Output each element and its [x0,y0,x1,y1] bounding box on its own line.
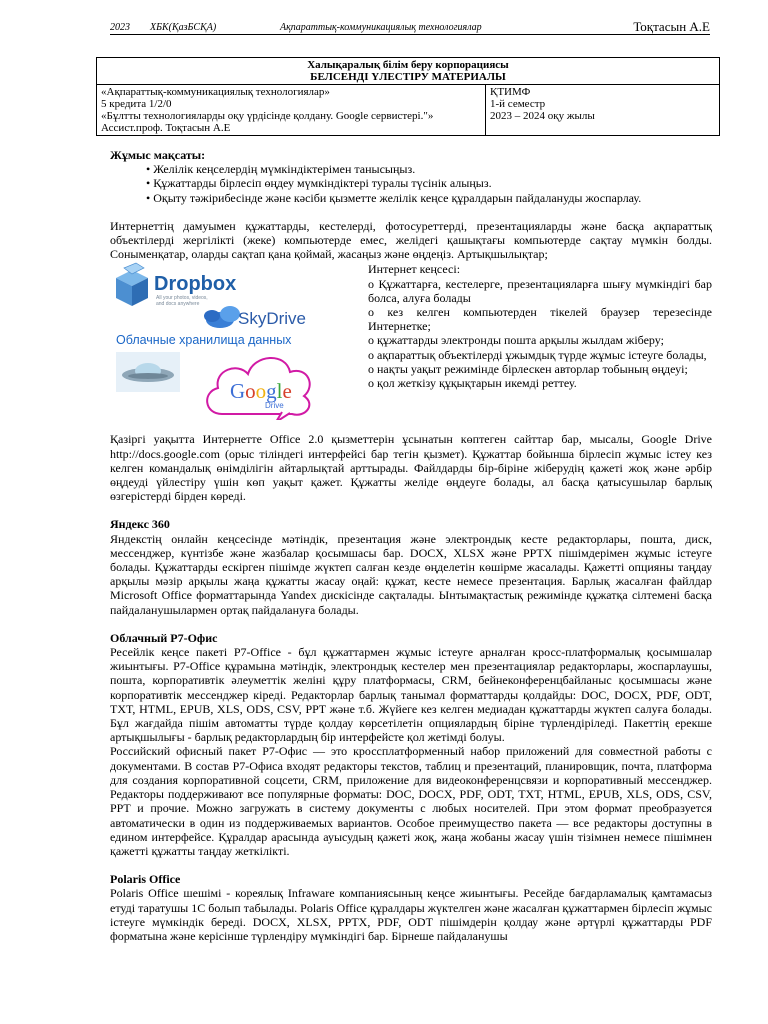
header-year: 2023 [110,22,130,33]
r7-paragraph-ru: Российский офисный пакет Р7-Офис — это кроссплатформенный набор приложений для совместной работы с документами. В состав Р7-Офиса входят редакторы текстов, таблиц и презентаций, планировщик, почта, платформа для создания корпоративной соцсети, CRM, приложение для видеоконференцсвязи и корпоративный мессенджер. Редакторы поддерживают все популярные форматы: DOC, DOCX, PDF, ODT, TXT, HTML, EPUB, XLS, ODS, CSV, PPT и прочие. Можно загружать в систему документы с любых носителей. При этом формат преобразуется автоматически в один из поддерживаемых вариантов. Особое преимущество пакета — все редакторы доступны в едином интерфейсе. Құралдар арасында ауысудың қажеті жоқ, жаңа жобаны жасау үшін тізімнен немесе пішімнен қажетті құжатты таңдау жеткілікті. [110,744,712,858]
google-label: Google [230,379,292,404]
polaris-paragraph: Polaris Office шешімі - кореялық Infraware компаниясының кеңсе жиынтығы. Ресейде бағдарламалық қамтамасыз етуді таратушы 1С болып табылады. Polaris Office құралдары жүктелген және жасалған құжаттармен бірлесіп жұмыс істеуге мүмкіндік береді. DOCX, XLSX, PPTX, PDF, ODT пішімдерін қолдау және әртүрлі құжаттарды PDF форматына және керісінше түрлендіру мүмкіндігі бар. Бірнеше пайдаланушы [110,886,712,943]
goal-item: • Оқыту тәжірибесінде және кәсіби қызметте желілік кеңсе құралдарын пайдалануды жоспарлау. [146,191,712,205]
yandex-paragraph: Яндекстің онлайн кеңсесінде мәтіндік, презентация және электрондық кесте редакторлары, пошта, диск, мессенджер, күнтізбе және жазбалар қосымшасы бар. DOCX, XLSX және PPTX пішімдерімен жұмыс істеуге болады. Құжаттарды ескірген пішімде жүктеп салған кезде өңделетін көшірме жасалады. Қажетті опцияны таңдау арқылы мәзір арқылы жаңа құжатты жасау оңай: құжат, кесте немесе презентация. Барлық жасалған файлдар Microsoft Office форматтарында Yandex дискісінде сақталады. Ынтымақтастық режимінде құжатқа сілтемені басқа пайдаланушылармен ортақ пайдалануға болады. [110,531,712,617]
course-name: «Ақпараттық-коммуникациялық технологиялар» [101,86,330,98]
polaris-heading: Polaris Office [110,872,181,887]
info-title-2: БЕЛСЕНДІ ҮЛЕСТІРУ МАТЕРИАЛЫ [310,71,506,83]
cloud-section [110,262,712,420]
info-title-1: Халықаралық білім беру корпорациясы [307,59,509,71]
feature-item: о нақты уақыт режимінде бірлескен авторлар тобының өңдеуі; [368,361,688,376]
skydrive-label: SkyDrive [238,309,307,329]
r7-paragraph-kk: Ресейлік кеңсе пакеті Р7-Office - бұл құжаттармен жұмыс істеуге арналған кросс-платформалық қосымшалар жиынтығы. Р7-Office құрамына мәтіндік, электрондық кестелер мен презентациялар редакторлары, жоспарлаушы, пошта, корпоративтік әлеуметтік желіні құру платформасы, CRM, бейнеконференцбайланыс қосымшасы және корпоративтік мессенджер кіреді. Редакторлар барлық танымал форматтарды қолдайды: DOC, DOCX, PDF, ODT, TXT, HTML, EPUB, XLS, ODS, CSV, PPT және т.б. Жүйеге кез келген медиадан құжаттарды жүктеп салуға болады. Бұл жағдайда пішім автоматты түрде қолдау көрсетілетін опциялардың біріне түрлендіріледі. Пакеттің ерекше артықшылығы - барлық редакторлардың бір интерфейсте қол жетімді болуы. [110,645,712,745]
info-left-cell [97,85,486,136]
feature-item: о құжаттарды электронды пошта арқылы жылдам жіберу; [368,333,664,348]
header-author: Тоқтасын А.Е [633,19,710,34]
r7-heading: Облачный Р7-Офис [110,630,218,645]
cloud-storage-caption: Облачные хранилища данных [116,333,292,348]
info-title-cell [97,58,720,85]
teacher: Ассист.проф. Тоқтасын А.Е [101,122,231,134]
dropbox-logo-icon [116,263,148,306]
yandex-heading: Яндекс 360 [110,517,170,532]
dropbox-label: Dropbox [154,273,237,296]
info-right-cell [486,85,720,136]
semester: 1-й семестр [490,98,546,110]
info-table [96,57,720,136]
academic-year: 2023 – 2024 оқу жылы [490,110,595,122]
dropbox-tagline-1: All your photos, videos, [156,295,208,302]
document-body [110,148,712,943]
features-heading: Интернет кеңсесі: [368,262,461,277]
cloud-storage-image [110,262,360,420]
intro-paragraph: Интернеттің дамуымен құжаттарды, кестелерді, фотосуреттерді, презентацияларды және басқа ақпараттық объектілерді жергілікті (жеке) компьютерде емес, желідегі қашықтағы компьютерде сақтау мүмкін болды. Соныменқатар, оларды сақтап қана қоймай, жасаңыз және өңдеңіз. Артықшылықтар; [110,218,712,262]
feature-item: о ақпараттық объектілерді ұжымдық түрде жұмыс істеуге болады, [368,347,707,362]
skydrive-cloud-icon [204,306,240,328]
dropbox-tagline-2: and docs anywhere [156,301,200,308]
goals-heading: Жұмыс мақсаты: [110,148,206,162]
drive-label: Drive [265,401,284,411]
internet-office-features [368,262,712,420]
goals-list [110,162,712,205]
cloud-illustration [110,262,360,420]
feature-item: о қол жеткізу құқықтарын икемді реттеу. [368,376,577,391]
topic: «Бұлтты технологияларды оқу үрдісінде қолдану. Google сервистері."» [101,110,434,122]
goal-item: • Құжаттарды бірлесіп өңдеу мүмкіндіктері туралы түсінік алыңыз. [146,176,712,190]
ufo-icon [116,352,180,392]
faculty: ҚТИМФ [490,86,531,98]
header-org: ХБК(ҚазБСҚА) [150,22,217,33]
credits: 5 кредита 1/2/0 [101,98,172,110]
goal-item: • Желілік кеңселердің мүмкіндіктерімен танысыңыз. [146,162,712,176]
header-subject: Ақпараттық-коммуникациялық технологиялар [280,22,482,33]
page-header [110,20,710,35]
feature-item: о кез келген компьютерден тікелей браузер терезесінде Интернетке; [368,305,712,334]
office-services-paragraph: Қазіргі уақытта Интернетте Office 2.0 қызметтерін ұсынатын көптеген сайттар бар, мысалы, Google Drive http://docs.google.com (орыс тіліндегі интерфейсі бар тегін қызмет). Құжаттар бойынша бірлесіп жұмыс істеу кез келген командалық өнімділігін айтарлықтай арттырады. Файлдарды бір-біріне жіберудің қажеті жоқ және әрбір өңдеуді үйлестіру үшін көп уақыт қажет. Құжатты желіде өңдеуге болады, ал басқа қатысушылар барлық өзгерістерді бірден көреді. [110,432,712,504]
feature-item: о Құжаттарға, кестелерге, презентацияларға шығу мүмкіндігі бар болса, алуға болады [368,276,712,305]
